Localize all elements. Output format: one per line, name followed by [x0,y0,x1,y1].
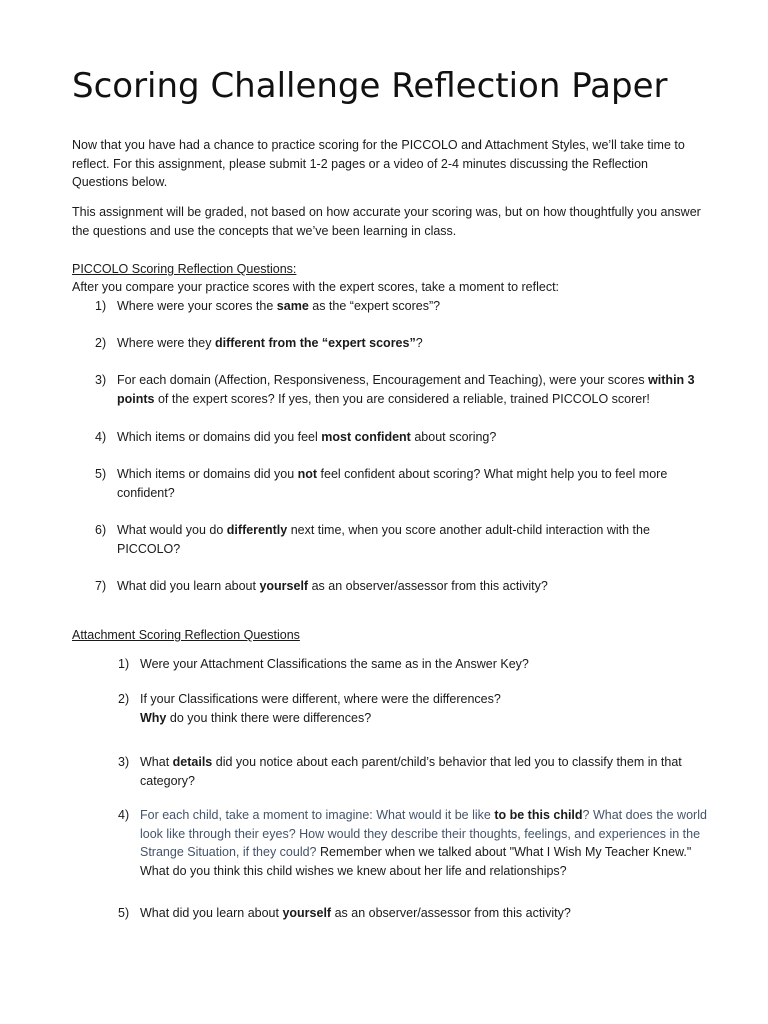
question-text: Where were your scores the same as the “expert scores”? [117,299,441,313]
question-number: 2) [95,336,107,350]
question-number: 4) [118,808,130,822]
attachment-question-5 [118,904,708,923]
piccolo-question-3 [95,371,705,408]
question-text: What details did you notice about each parent/child’s behavior that led you to classify them in that category? [140,755,682,788]
piccolo-question-2 [95,334,705,353]
attachment-heading: Attachment Scoring Reflection Questions [72,628,300,642]
question-number: 3) [95,373,107,387]
page-title: Scoring Challenge Reflection Paper [72,66,668,106]
piccolo-question-4 [95,428,705,447]
question-number: 7) [95,579,107,593]
piccolo-question-5 [95,465,705,502]
question-number: 5) [95,467,107,481]
attachment-question-4 [118,806,708,880]
question-text: Were your Attachment Classifications the same as in the Answer Key? [140,657,529,671]
question-number: 4) [95,430,107,444]
grading-paragraph: This assignment will be graded, not based on how accurate your scoring was, but on how thoughtfully you answer the questions and use the concepts that we’ve been learning in class. [72,205,701,238]
question-text: What did you learn about yourself as an observer/assessor from this activity? [140,906,571,920]
question-text: What did you learn about yourself as an observer/assessor from this activity? [117,579,548,593]
question-text: Which items or domains did you feel most confident about scoring? [117,430,497,444]
question-text: For each child, take a moment to imagine: What would it be like to be this child? What does the world look like through their eyes? How would they describe their thoughts, feelings, and experiences in the Strange Situation, if they could? Remember when we talked about "What I Wish My Teacher Knew." What do you think this child wishes we knew about her life and relationships? [140,808,707,878]
question-number: 6) [95,523,107,537]
piccolo-lead: After you compare your practice scores with the expert scores, take a moment to reflect: [72,280,560,294]
attachment-question-2 [118,690,708,727]
question-text: If your Classifications were different, where were the differences? Why do you think there were differences? [140,692,501,725]
question-number: 3) [118,755,130,769]
question-text: What would you do differently next time, when you score another adult-child interaction with the PICCOLO? [117,523,650,556]
intro-paragraph: Now that you have had a chance to practice scoring for the PICCOLO and Attachment Styles, we’ll take time to reflect. For this assignment, please submit 1-2 pages or a video of 2-4 minutes discussing the Reflection Questions below. [72,138,685,189]
question-text: Where were they different from the “expert scores”? [117,336,423,350]
piccolo-question-6 [95,521,705,558]
question-number: 2) [118,692,130,706]
piccolo-question-7 [95,577,705,596]
question-text: Which items or domains did you not feel confident about scoring? What might help you to feel more confident? [117,467,668,500]
question-number: 5) [118,906,130,920]
attachment-question-1 [118,655,708,674]
piccolo-heading: PICCOLO Scoring Reflection Questions: [72,262,297,276]
question-text: For each domain (Affection, Responsiveness, Encouragement and Teaching), were your scores within 3 points of the expert scores? If yes, then you are considered a reliable, trained PICCOLO scorer! [117,373,695,406]
question-number: 1) [118,657,130,671]
question-number: 1) [95,299,107,313]
piccolo-question-1 [95,297,705,316]
attachment-question-3 [118,753,708,790]
